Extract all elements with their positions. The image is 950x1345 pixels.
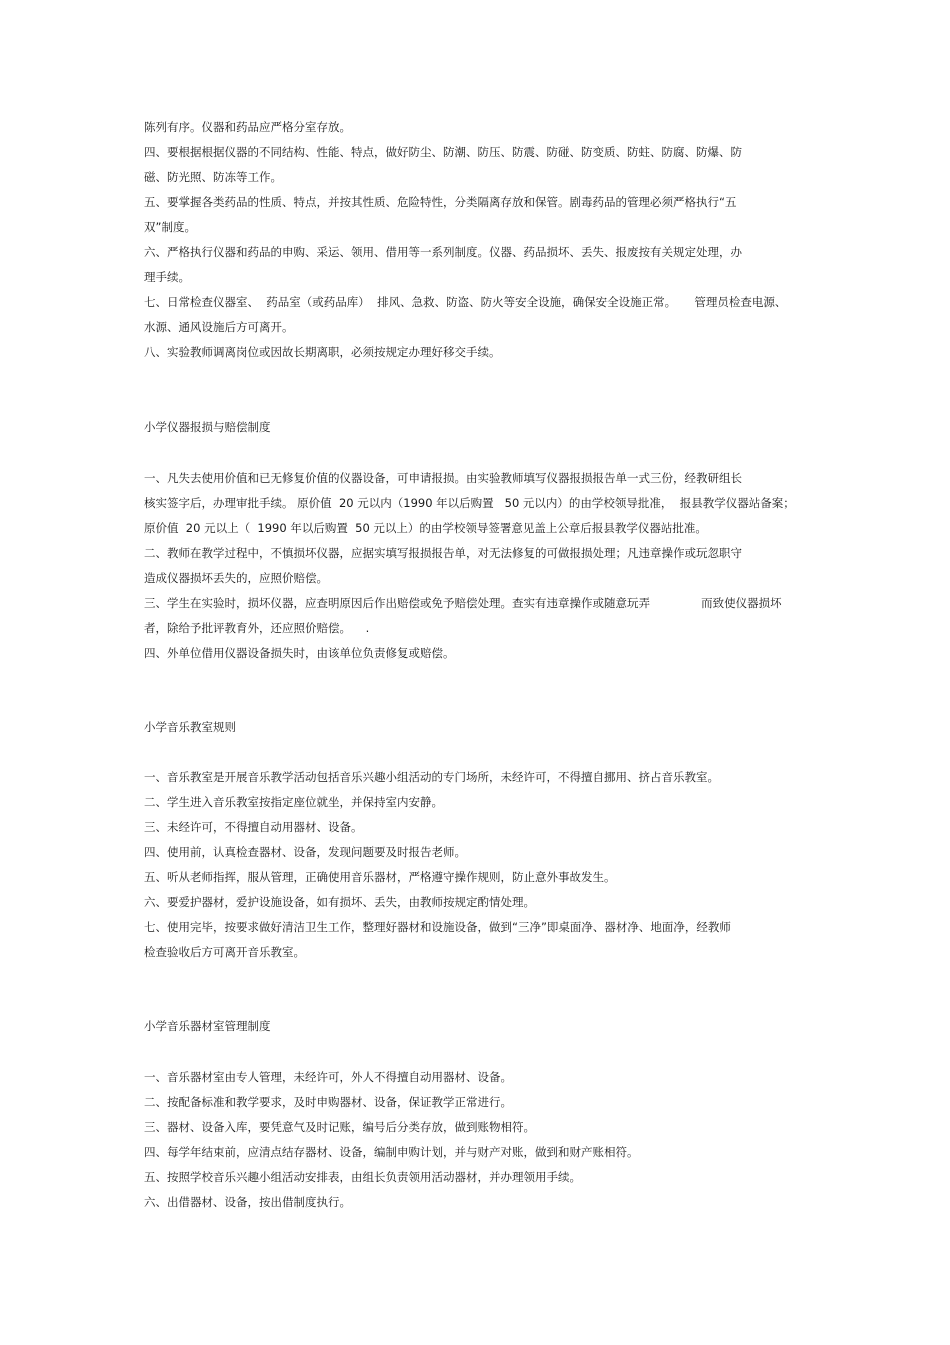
body-line: 四、每学年结束前，应清点结存器材、设备，编制申购计划，并与财产对账，做到和财产账相符。	[144, 1145, 639, 1159]
body-line: 造成仪器损坏丢失的，应照价赔偿。	[144, 571, 328, 585]
body-line: 核实签字后，办理审批手续。 原价值 20 元以内（1990 年以后购置 50 元以内）的由学校领导批准， 报县教学仪器站备案；	[144, 496, 795, 510]
body-line: 一、凡失去使用价值和已无修复价值的仪器设备，可申请报损。由实验教师填写仪器报损报告单一式三份，经教研组长	[144, 471, 742, 485]
body-line: 四、要根据根据仪器的不同结构、性能、特点，做好防尘、防潮、防压、防震、防碰、防变质、防蛀、防腐、防爆、防	[144, 145, 742, 159]
body-line: 理手续。	[144, 270, 190, 284]
body-line: 水源、通风设施后方可离开。	[144, 320, 294, 334]
body-line: 八、实验教师调离岗位或因故长期离职，必须按规定办理好移交手续。	[144, 345, 501, 359]
body-line: 原价值 20 元以上（ 1990 年以后购置 50 元以上）的由学校领导签署意见盖上公章后报县教学仪器站批准。	[144, 521, 707, 535]
body-line: 五、按照学校音乐兴趣小组活动安排表，由组长负责领用活动器材，并办理领用手续。	[144, 1170, 581, 1184]
body-line: 者，除给予批评教育外，还应照价赔偿。 .	[144, 621, 370, 635]
body-line: 三、未经许可，不得擅自动用器材、设备。	[144, 820, 363, 834]
body-line: 六、要爱护器材，爱护设施设备，如有损坏、丢失，由教师按规定酌情处理。	[144, 895, 535, 909]
body-line: 一、音乐教室是开展音乐教学活动包括音乐兴趣小组活动的专门场所，未经许可，不得擅自挪用、挤占音乐教室。	[144, 770, 719, 784]
body-line: 六、严格执行仪器和药品的申购、采运、领用、借用等一系列制度。仪器、药品损坏、丢失、报废按有关规定处理，办	[144, 245, 742, 259]
body-line: 双”制度。	[144, 220, 196, 234]
body-line: 三、器材、设备入库，要凭意气及时记账，编号后分类存放，做到账物相符。	[144, 1120, 535, 1134]
body-line: 五、听从老师指挥，服从管理，正确使用音乐器材，严格遵守操作规则，防止意外事故发生。	[144, 870, 616, 884]
body-line: 一、音乐器材室由专人管理，未经许可，外人不得擅自动用器材、设备。	[144, 1070, 512, 1084]
body-line: 三、学生在实验时，损坏仪器，应查明原因后作出赔偿或免予赔偿处理。查实有违章操作或随意玩弄 而致使仪器损坏	[144, 596, 782, 610]
body-line: 检查验收后方可离开音乐教室。	[144, 945, 305, 959]
body-line: 四、外单位借用仪器设备损失时，由该单位负责修复或赔偿。	[144, 646, 455, 660]
body-line: 二、学生进入音乐教室按指定座位就坐，并保持室内安静。	[144, 795, 443, 809]
body-line: 七、日常检查仪器室、 药品室（或药品库） 排风、急救、防盗、防火等安全设施，确保安全设施正常。 管理员检查电源、	[144, 295, 787, 309]
body-line: 四、使用前，认真检查器材、设备，发现问题要及时报告老师。	[144, 845, 466, 859]
body-line: 陈列有序。仪器和药品应严格分室存放。	[144, 120, 351, 134]
body-line: 五、要掌握各类药品的性质、特点，并按其性质、危险特性，分类隔离存放和保管。剧毒药品的管理必须严格执行“五	[144, 195, 737, 209]
body-line: 七、使用完毕，按要求做好清洁卫生工作，整理好器材和设施设备，做到“三净”即桌面净、器材净、地面净，经教师	[144, 920, 731, 934]
body-line: 二、按配备标准和教学要求，及时申购器材、设备，保证教学正常进行。	[144, 1095, 512, 1109]
body-line: 二、教师在教学过程中，不慎损坏仪器，应据实填写报损报告单，对无法修复的可做报损处理；凡违章操作或玩忽职守	[144, 546, 742, 560]
body-line: 六、出借器材、设备，按出借制度执行。	[144, 1195, 351, 1209]
section-title: 小学音乐器材室管理制度	[144, 1019, 271, 1033]
body-line: 磁、防光照、防冻等工作。	[144, 170, 282, 184]
section-title: 小学仪器报损与赔偿制度	[144, 420, 271, 434]
section-title: 小学音乐教室规则	[144, 720, 236, 734]
